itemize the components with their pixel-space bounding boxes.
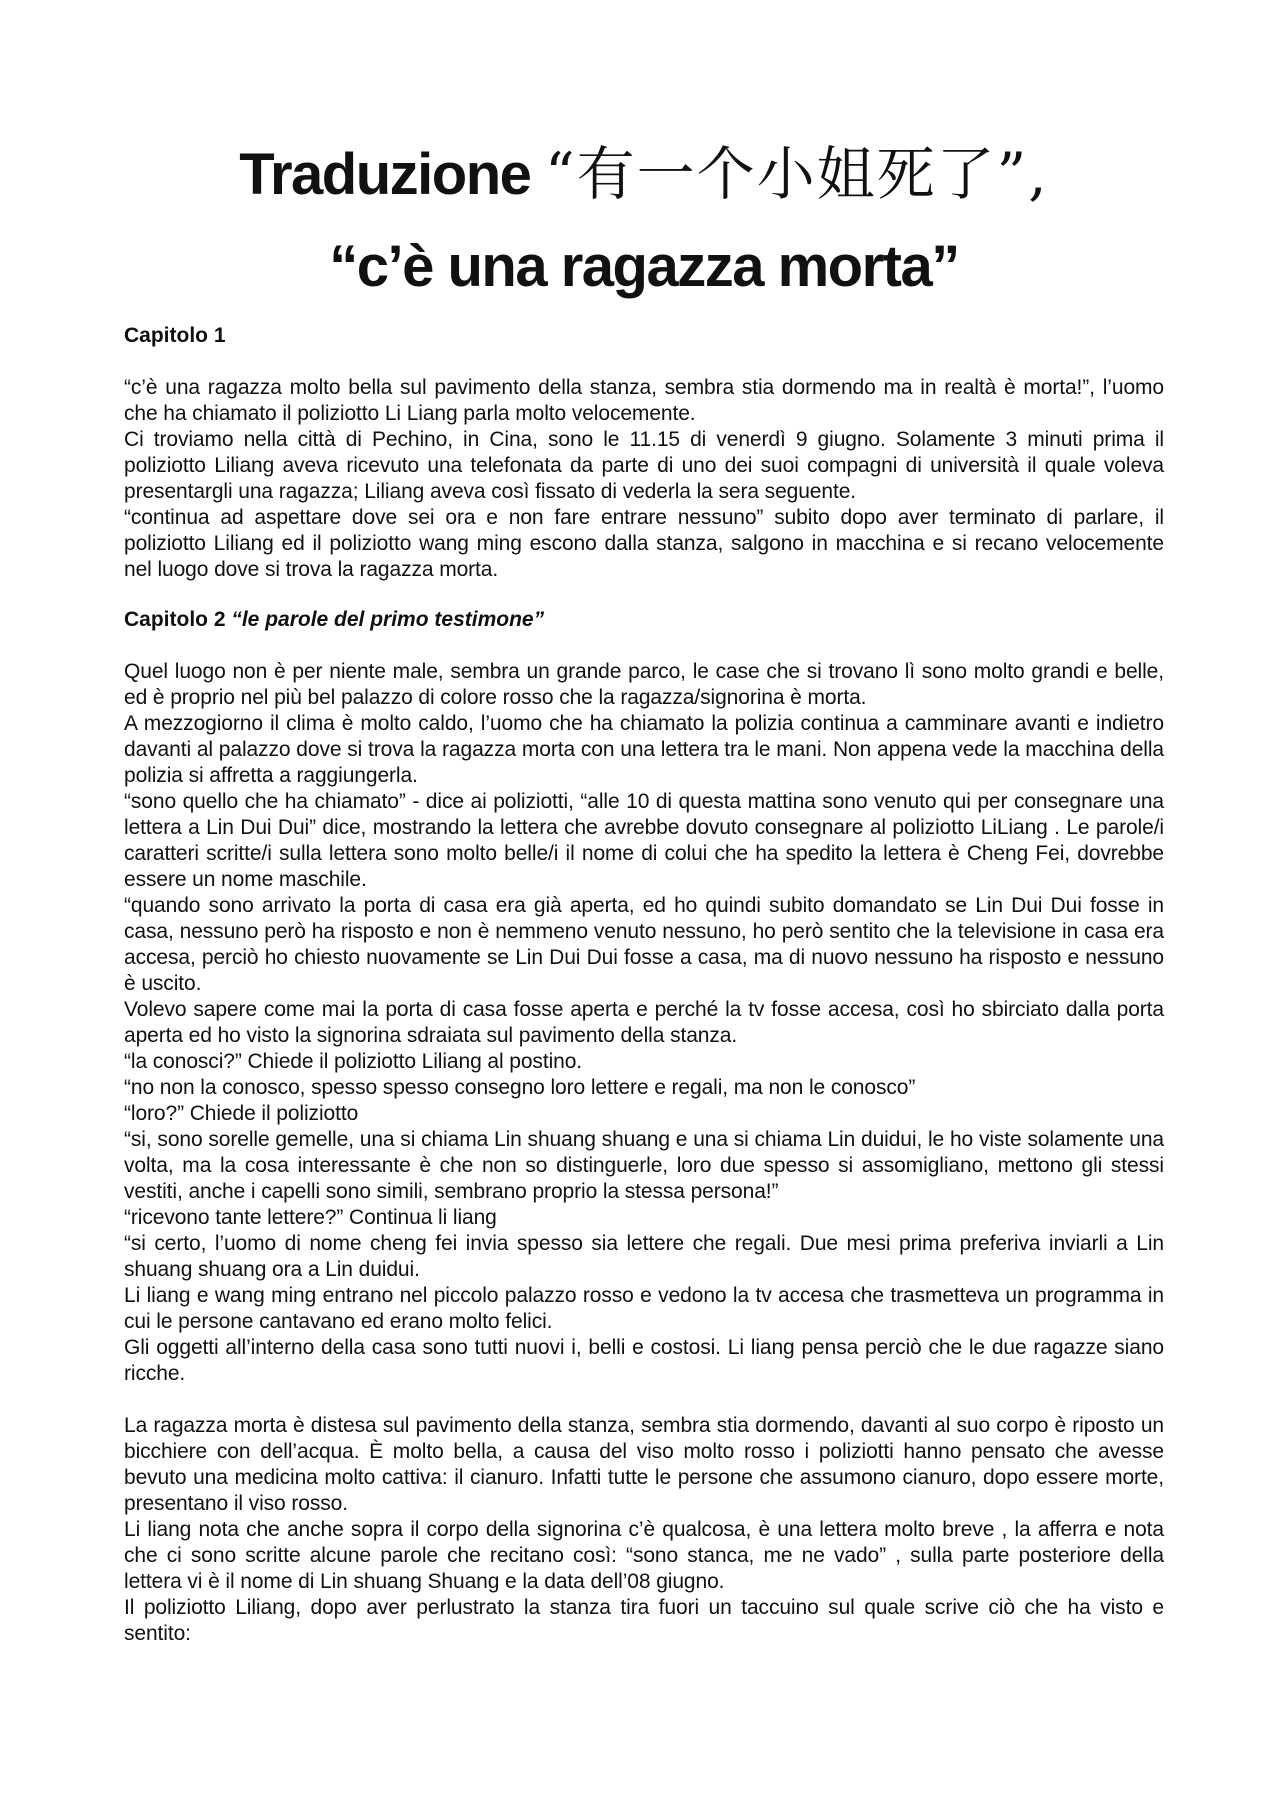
title-latin: Traduzione <box>239 142 545 207</box>
chapter-2-heading <box>124 607 1164 633</box>
chapter-2-paragraph: “loro?” Chiede il poliziotto <box>124 1102 359 1125</box>
document-page <box>124 128 1164 1671</box>
chapter-1-paragraph: Ci troviamo nella città di Pechino, in Cina, sono le 11.15 di venerdì 9 giugno. Solamente 3 minuti prima il poliziotto Liliang aveva ricevuto una telefonata da parte di uno dei suoi compagni di università il quale voleva presentargli una ragazza; Liliang aveva così fissato di vederla la sera seguente. <box>124 428 1164 503</box>
chapter-2-paragraph: Quel luogo non è per niente male, sembra un grande parco, le case che si trovano lì sono molto grandi e belle, ed è proprio nel più bel palazzo di colore rosso che la ragazza/signorina è morta. <box>124 660 1164 709</box>
chapter-2-paragraph: “la conosci?” Chiede il poliziotto Liliang al postino. <box>124 1050 583 1073</box>
chapter-2-paragraph: La ragazza morta è distesa sul pavimento della stanza, sembra stia dormendo, davanti al suo corpo è riposto un bicchiere con dell’acqua. È molto bella, a causa del viso molto rosso i poliziotti hanno pensato che avesse bevuto una medicina molto cattiva: il cianuro. Infatti tutte le persone che assumono cianuro, dopo essere morte, presentano il viso rosso. <box>124 1414 1164 1515</box>
chapter-2-paragraph: Volevo sapere come mai la porta di casa fosse aperta e perché la tv fosse accesa, così ho sbirciato dalla porta aperta ed ho visto la signorina sdraiata sul pavimento della stanza. <box>124 998 1164 1047</box>
chapter-2-paragraph: “si, sono sorelle gemelle, una si chiama Lin shuang shuang e una si chiama Lin duidui, le ho viste solamente una volta, ma la cosa interessante è che non so distinguerle, loro due spesso si assomigliano, mettono gli stessi vestiti, anche i capelli sono simili, sembrano proprio la stessa persona!” <box>124 1128 1164 1203</box>
title-chinese: “有一个小姐死了”, <box>545 140 1049 208</box>
title-line-2: “c’è una ragazza morta” <box>329 234 959 299</box>
chapter-2-paragraph: Gli oggetti all’interno della casa sono tutti nuovi i, belli e costosi. Li liang pensa perciò che le due ragazze siano ricche. <box>124 1336 1164 1385</box>
chapter-2-subtitle: “le parole del primo testimone” <box>231 608 545 631</box>
chapter-2-paragraph: “sono quello che ha chiamato” - dice ai poliziotti, “alle 10 di questa mattina sono venuto qui per consegnare una lettera a Lin Dui Dui” dice, mostrando la lettera che avrebbe dovuto consegnare al poliziotto LiLiang . Le parole/i caratteri scritte/i sulla lettera sono molto belle/i il nome di colui che ha spedito la lettera è Cheng Fei, dovrebbe essere un nome maschile. <box>124 790 1164 891</box>
chapter-1-heading: Capitolo 1 <box>124 324 226 347</box>
chapter-2-paragraph: “ricevono tante lettere?” Continua li liang <box>124 1206 497 1229</box>
chapter-2-paragraph: “no non la conosco, spesso spesso consegno loro lettere e regali, ma non le conosco” <box>124 1076 916 1099</box>
chapter-2-paragraph: “si certo, l’uomo di nome cheng fei invia spesso sia lettere che regali. Due mesi prima preferiva inviarli a Lin shuang shuang ora a Lin duidui. <box>124 1232 1164 1281</box>
chapter-2-paragraph: A mezzogiorno il clima è molto caldo, l’uomo che ha chiamato la polizia continua a camminare avanti e indietro davanti al palazzo dove si trova la ragazza morta con una lettera tra le mani. Non appena vede la macchina della polizia si affretta a raggiungerla. <box>124 712 1164 787</box>
chapter-2-paragraph: “quando sono arrivato la porta di casa era già aperta, ed ho quindi subito domandato se Lin Dui Dui fosse in casa, nessuno però ha risposto e non è nemmeno venuto nessuno, ho però sentito che la televisione in casa era accesa, perciò ho chiesto nuovamente se Lin Dui Dui fosse a casa, ma di nuovo nessuno ha risposto e nessuno è uscito. <box>124 894 1164 995</box>
chapter-1-paragraph: “continua ad aspettare dove sei ora e non fare entrare nessuno” subito dopo aver terminato di parlare, il poliziotto Liliang ed il poliziotto wang ming escono dalla stanza, salgono in macchina e si recano velocemente nel luogo dove si trova la ragazza morta. <box>124 506 1164 581</box>
document-title <box>124 128 1164 313</box>
title-line-1 <box>239 142 1049 207</box>
chapter-2 <box>124 607 1164 1647</box>
chapter-2-paragraph: Li liang e wang ming entrano nel piccolo palazzo rosso e vedono la tv accesa che trasmetteva un programma in cui le persone cantavano ed erano molto felici. <box>124 1284 1164 1333</box>
chapter-1 <box>124 323 1164 583</box>
chapter-2-paragraph: Il poliziotto Liliang, dopo aver perlustrato la stanza tira fuori un taccuino sul quale scrive ciò che ha visto e sentito: <box>124 1596 1164 1645</box>
chapter-1-paragraph: “c’è una ragazza molto bella sul pavimento della stanza, sembra stia dormendo ma in realtà è morta!”, l’uomo che ha chiamato il poliziotto Li Liang parla molto velocemente. <box>124 376 1164 425</box>
chapter-2-paragraph: Li liang nota che anche sopra il corpo della signorina c’è qualcosa, è una lettera molto breve , la afferra e nota che ci sono scritte alcune parole che recitano così: “sono stanca, me ne vado” , sulla parte posteriore della lettera vi è il nome di Lin shuang Shuang e la data dell’08 giugno. <box>124 1518 1164 1593</box>
chapter-2-label: Capitolo 2 <box>124 608 232 631</box>
